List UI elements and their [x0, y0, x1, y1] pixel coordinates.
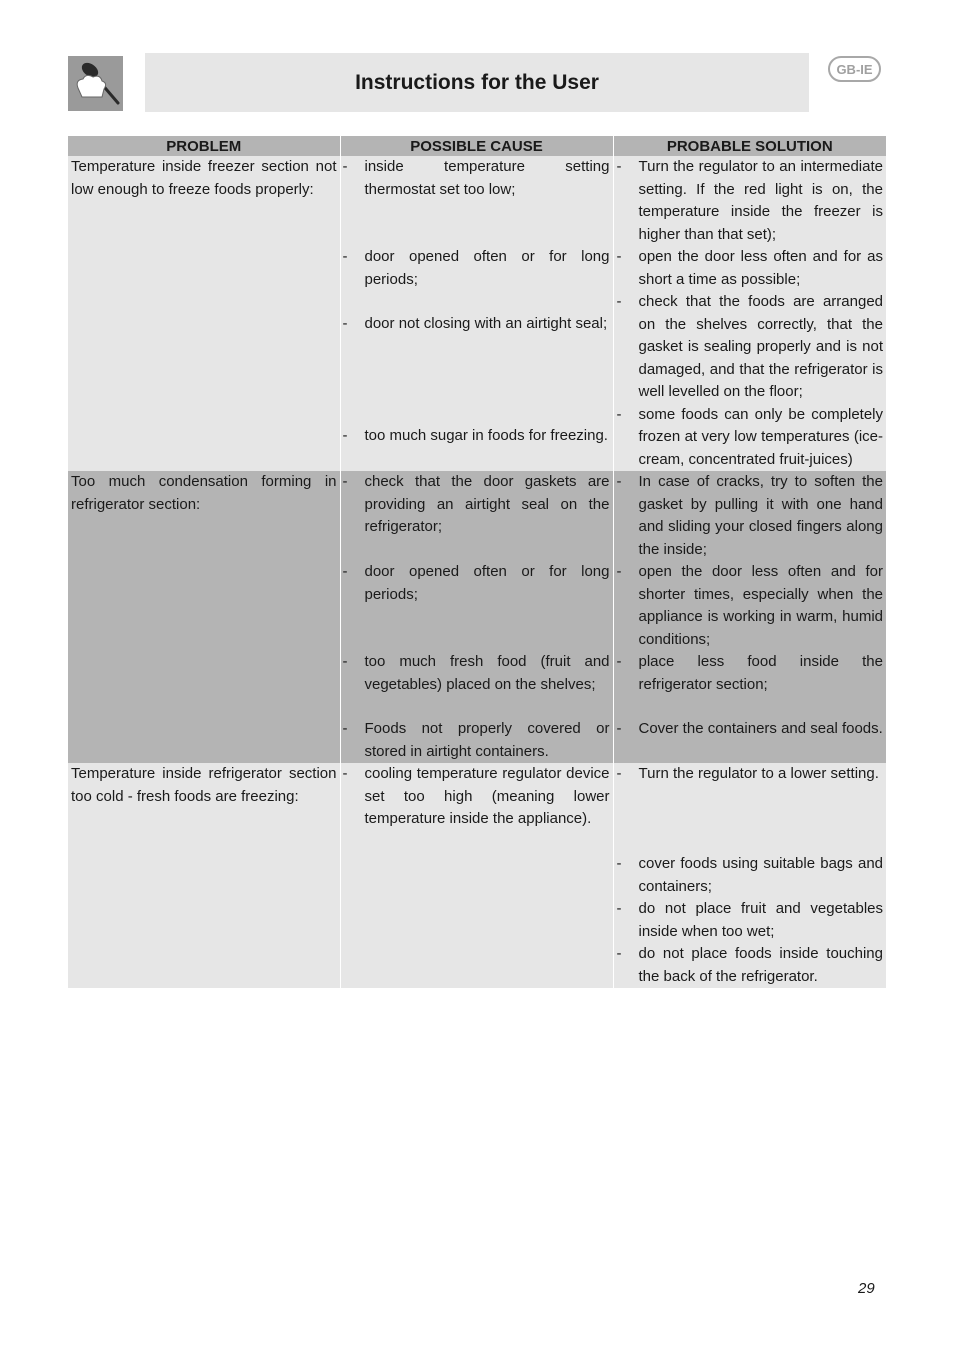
language-badge: GB-IE	[828, 56, 881, 82]
header-problem: PROBLEM	[68, 136, 340, 156]
list-item: - door opened often or for long periods;	[342, 563, 610, 603]
list-item: - In case of cracks, try to soften the gasket by pulling it with one hand and sliding your closed fingers along the inside;	[616, 473, 883, 558]
chef-logo	[68, 56, 123, 111]
list-item: - Turn the regulator to an intermediate setting. If the red light is on, the temperature inside the freezer is higher than that set);	[616, 158, 883, 243]
header-possible-cause: POSSIBLE CAUSE	[340, 136, 613, 156]
list-item: - do not place fruit and vegetables inside when too wet;	[616, 900, 883, 940]
cause-cell	[340, 763, 613, 988]
list-item: - Cover the containers and seal foods.	[616, 720, 883, 737]
list-item: - check that the foods are arranged on the shelves correctly, that the gasket is sealing properly and is not damaged, and that the refrigerator is well levelled on the floor;	[616, 293, 883, 400]
list-item: - inside temperature setting thermostat set too low;	[342, 158, 610, 198]
list-item: - open the door less often and for shorter times, especially when the appliance is working in warm, humid conditions;	[616, 563, 883, 648]
solution-cell	[613, 763, 886, 988]
list-item: - too much fresh food (fruit and vegetables) placed on the shelves;	[342, 653, 610, 693]
list-item: - check that the door gaskets are providing an airtight seal on the refrigerator;	[342, 473, 610, 535]
list-item: - door opened often or for long periods;	[342, 248, 610, 288]
list-item: - do not place foods inside touching the back of the refrigerator.	[616, 945, 883, 985]
table-row	[68, 763, 886, 988]
spoon-chef-hat-icon	[68, 56, 123, 111]
table-header-row	[68, 136, 886, 156]
list-item: - open the door less often and for as short a time as possible;	[616, 248, 883, 288]
problem-cell	[68, 156, 340, 471]
solution-cell	[613, 471, 886, 763]
title-bar	[145, 53, 809, 112]
list-item: - Turn the regulator to a lower setting.	[616, 765, 879, 782]
list-item: - cover foods using suitable bags and containers;	[616, 855, 883, 895]
list-item: - too much sugar in foods for freezing.	[342, 427, 608, 444]
problem-cell	[68, 471, 340, 763]
list-item: - Foods not properly covered or stored in airtight containers.	[342, 720, 610, 760]
cause-cell	[340, 471, 613, 763]
problem-text: Temperature inside freezer section not low enough to freeze foods properly:	[71, 158, 337, 198]
list-item: - place less food inside the refrigerator section;	[616, 653, 883, 693]
problem-text: Too much condensation forming in refrigerator section:	[71, 473, 337, 513]
troubleshooting-table	[68, 136, 886, 988]
list-item: - door not closing with an airtight seal;	[342, 315, 608, 332]
solution-cell	[613, 156, 886, 471]
problem-text: Temperature inside refrigerator section too cold - fresh foods are freezing:	[71, 765, 337, 805]
page-title: Instructions for the User	[355, 70, 599, 94]
problem-cell	[68, 763, 340, 988]
cause-cell	[340, 156, 613, 471]
list-item: - cooling temperature regulator device set too high (meaning lower temperature inside the appliance).	[342, 765, 610, 827]
header-probable-solution: PROBABLE SOLUTION	[613, 136, 886, 156]
list-item: - some foods can only be completely frozen at very low temperatures (ice-cream, concentrated fruit-juices)	[616, 405, 883, 468]
table-row	[68, 471, 886, 763]
page-number: 29	[858, 1280, 875, 1297]
table-row	[68, 156, 886, 471]
